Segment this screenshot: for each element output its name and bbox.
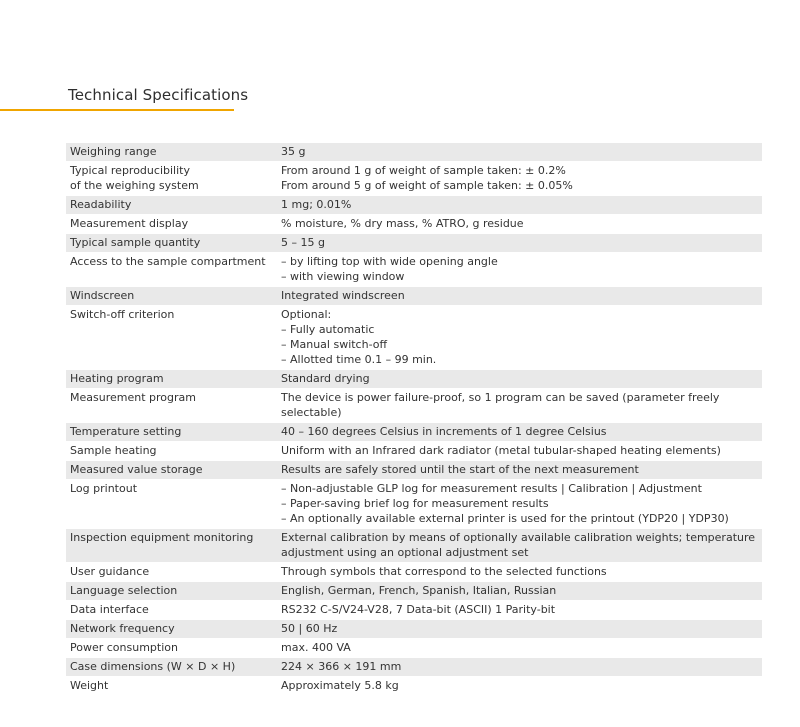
spec-label: Measurement display — [70, 217, 189, 230]
spec-value: The device is power failure-proof, so 1 program can be saved (parameter freely selectable) — [281, 391, 720, 419]
spec-label: User guidance — [70, 565, 150, 578]
spec-row — [66, 162, 762, 196]
spec-row — [66, 287, 762, 306]
spec-row — [66, 658, 762, 677]
spec-value: 224 × 366 × 191 mm — [281, 660, 402, 673]
spec-value: Results are safely stored until the start of the next measurement — [281, 463, 639, 476]
spec-value: Standard drying — [281, 372, 370, 385]
spec-value: RS232 C-S/V24-V28, 7 Data-bit (ASCII) 1 Parity-bit — [281, 603, 556, 616]
spec-row — [66, 480, 762, 529]
spec-row — [66, 253, 762, 287]
spec-label: Access to the sample compartment — [70, 255, 266, 268]
page-title: Technical Specifications — [68, 86, 249, 104]
spec-value: From around 1 g of weight of sample taken: ± 0.2% From around 5 g of weight of sample taken: ± 0.05% — [281, 164, 573, 192]
spec-row — [66, 563, 762, 582]
spec-value: English, German, French, Spanish, Italian, Russian — [281, 584, 557, 597]
spec-label: Power consumption — [70, 641, 178, 654]
spec-value: External calibration by means of optionally available calibration weights; temperature adjustment using an optional adjustment set — [281, 531, 756, 559]
spec-row — [66, 306, 762, 370]
spec-row — [66, 582, 762, 601]
spec-value: % moisture, % dry mass, % ATRO, g residue — [281, 217, 524, 230]
spec-row — [66, 639, 762, 658]
spec-row — [66, 529, 762, 563]
spec-row — [66, 677, 762, 696]
specifications-table — [66, 143, 762, 696]
spec-value: 1 mg; 0.01% — [281, 198, 352, 211]
spec-value: Integrated windscreen — [281, 289, 405, 302]
spec-label: Windscreen — [70, 289, 135, 302]
spec-value: 35 g — [281, 145, 306, 158]
spec-label: Language selection — [70, 584, 178, 597]
spec-label: Switch-off criterion — [70, 308, 175, 321]
spec-value: Optional: – Fully automatic – Manual switch-off – Allotted time 0.1 – 99 min. — [281, 308, 437, 366]
spec-label: Temperature setting — [70, 425, 182, 438]
spec-value: 40 – 160 degrees Celsius in increments of 1 degree Celsius — [281, 425, 607, 438]
spec-row — [66, 370, 762, 389]
spec-label: Network frequency — [70, 622, 175, 635]
spec-row — [66, 423, 762, 442]
spec-row — [66, 442, 762, 461]
spec-row — [66, 601, 762, 620]
spec-label: Weight — [70, 679, 109, 692]
spec-label: Typical reproducibility of the weighing system — [70, 164, 199, 192]
spec-label: Sample heating — [70, 444, 157, 457]
spec-row — [66, 389, 762, 423]
spec-label: Readability — [70, 198, 132, 211]
spec-value: Approximately 5.8 kg — [281, 679, 399, 692]
spec-label: Measurement program — [70, 391, 196, 404]
spec-label: Inspection equipment monitoring — [70, 531, 254, 544]
spec-row — [66, 234, 762, 253]
spec-value: Uniform with an Infrared dark radiator (metal tubular-shaped heating elements) — [281, 444, 721, 457]
spec-value: 5 – 15 g — [281, 236, 325, 249]
spec-row — [66, 461, 762, 480]
spec-row — [66, 196, 762, 215]
spec-value: Through symbols that correspond to the selected functions — [281, 565, 607, 578]
spec-label: Heating program — [70, 372, 164, 385]
spec-row — [66, 215, 762, 234]
spec-label: Case dimensions (W × D × H) — [70, 660, 236, 673]
spec-label: Weighing range — [70, 145, 157, 158]
spec-label: Data interface — [70, 603, 149, 616]
spec-row — [66, 143, 762, 162]
spec-value: 50 | 60 Hz — [281, 622, 338, 635]
spec-label: Measured value storage — [70, 463, 203, 476]
spec-value: max. 400 VA — [281, 641, 351, 654]
title-underline — [0, 109, 234, 111]
spec-row — [66, 620, 762, 639]
spec-value: – by lifting top with wide opening angle – with viewing window — [281, 255, 498, 283]
spec-value: – Non-adjustable GLP log for measurement results | Calibration | Adjustment – Paper-saving brief log for measurement results – An optionally available external printer is used for the printout (YDP20 | YDP30) — [281, 482, 729, 525]
spec-label: Log printout — [70, 482, 138, 495]
spec-label: Typical sample quantity — [70, 236, 201, 249]
